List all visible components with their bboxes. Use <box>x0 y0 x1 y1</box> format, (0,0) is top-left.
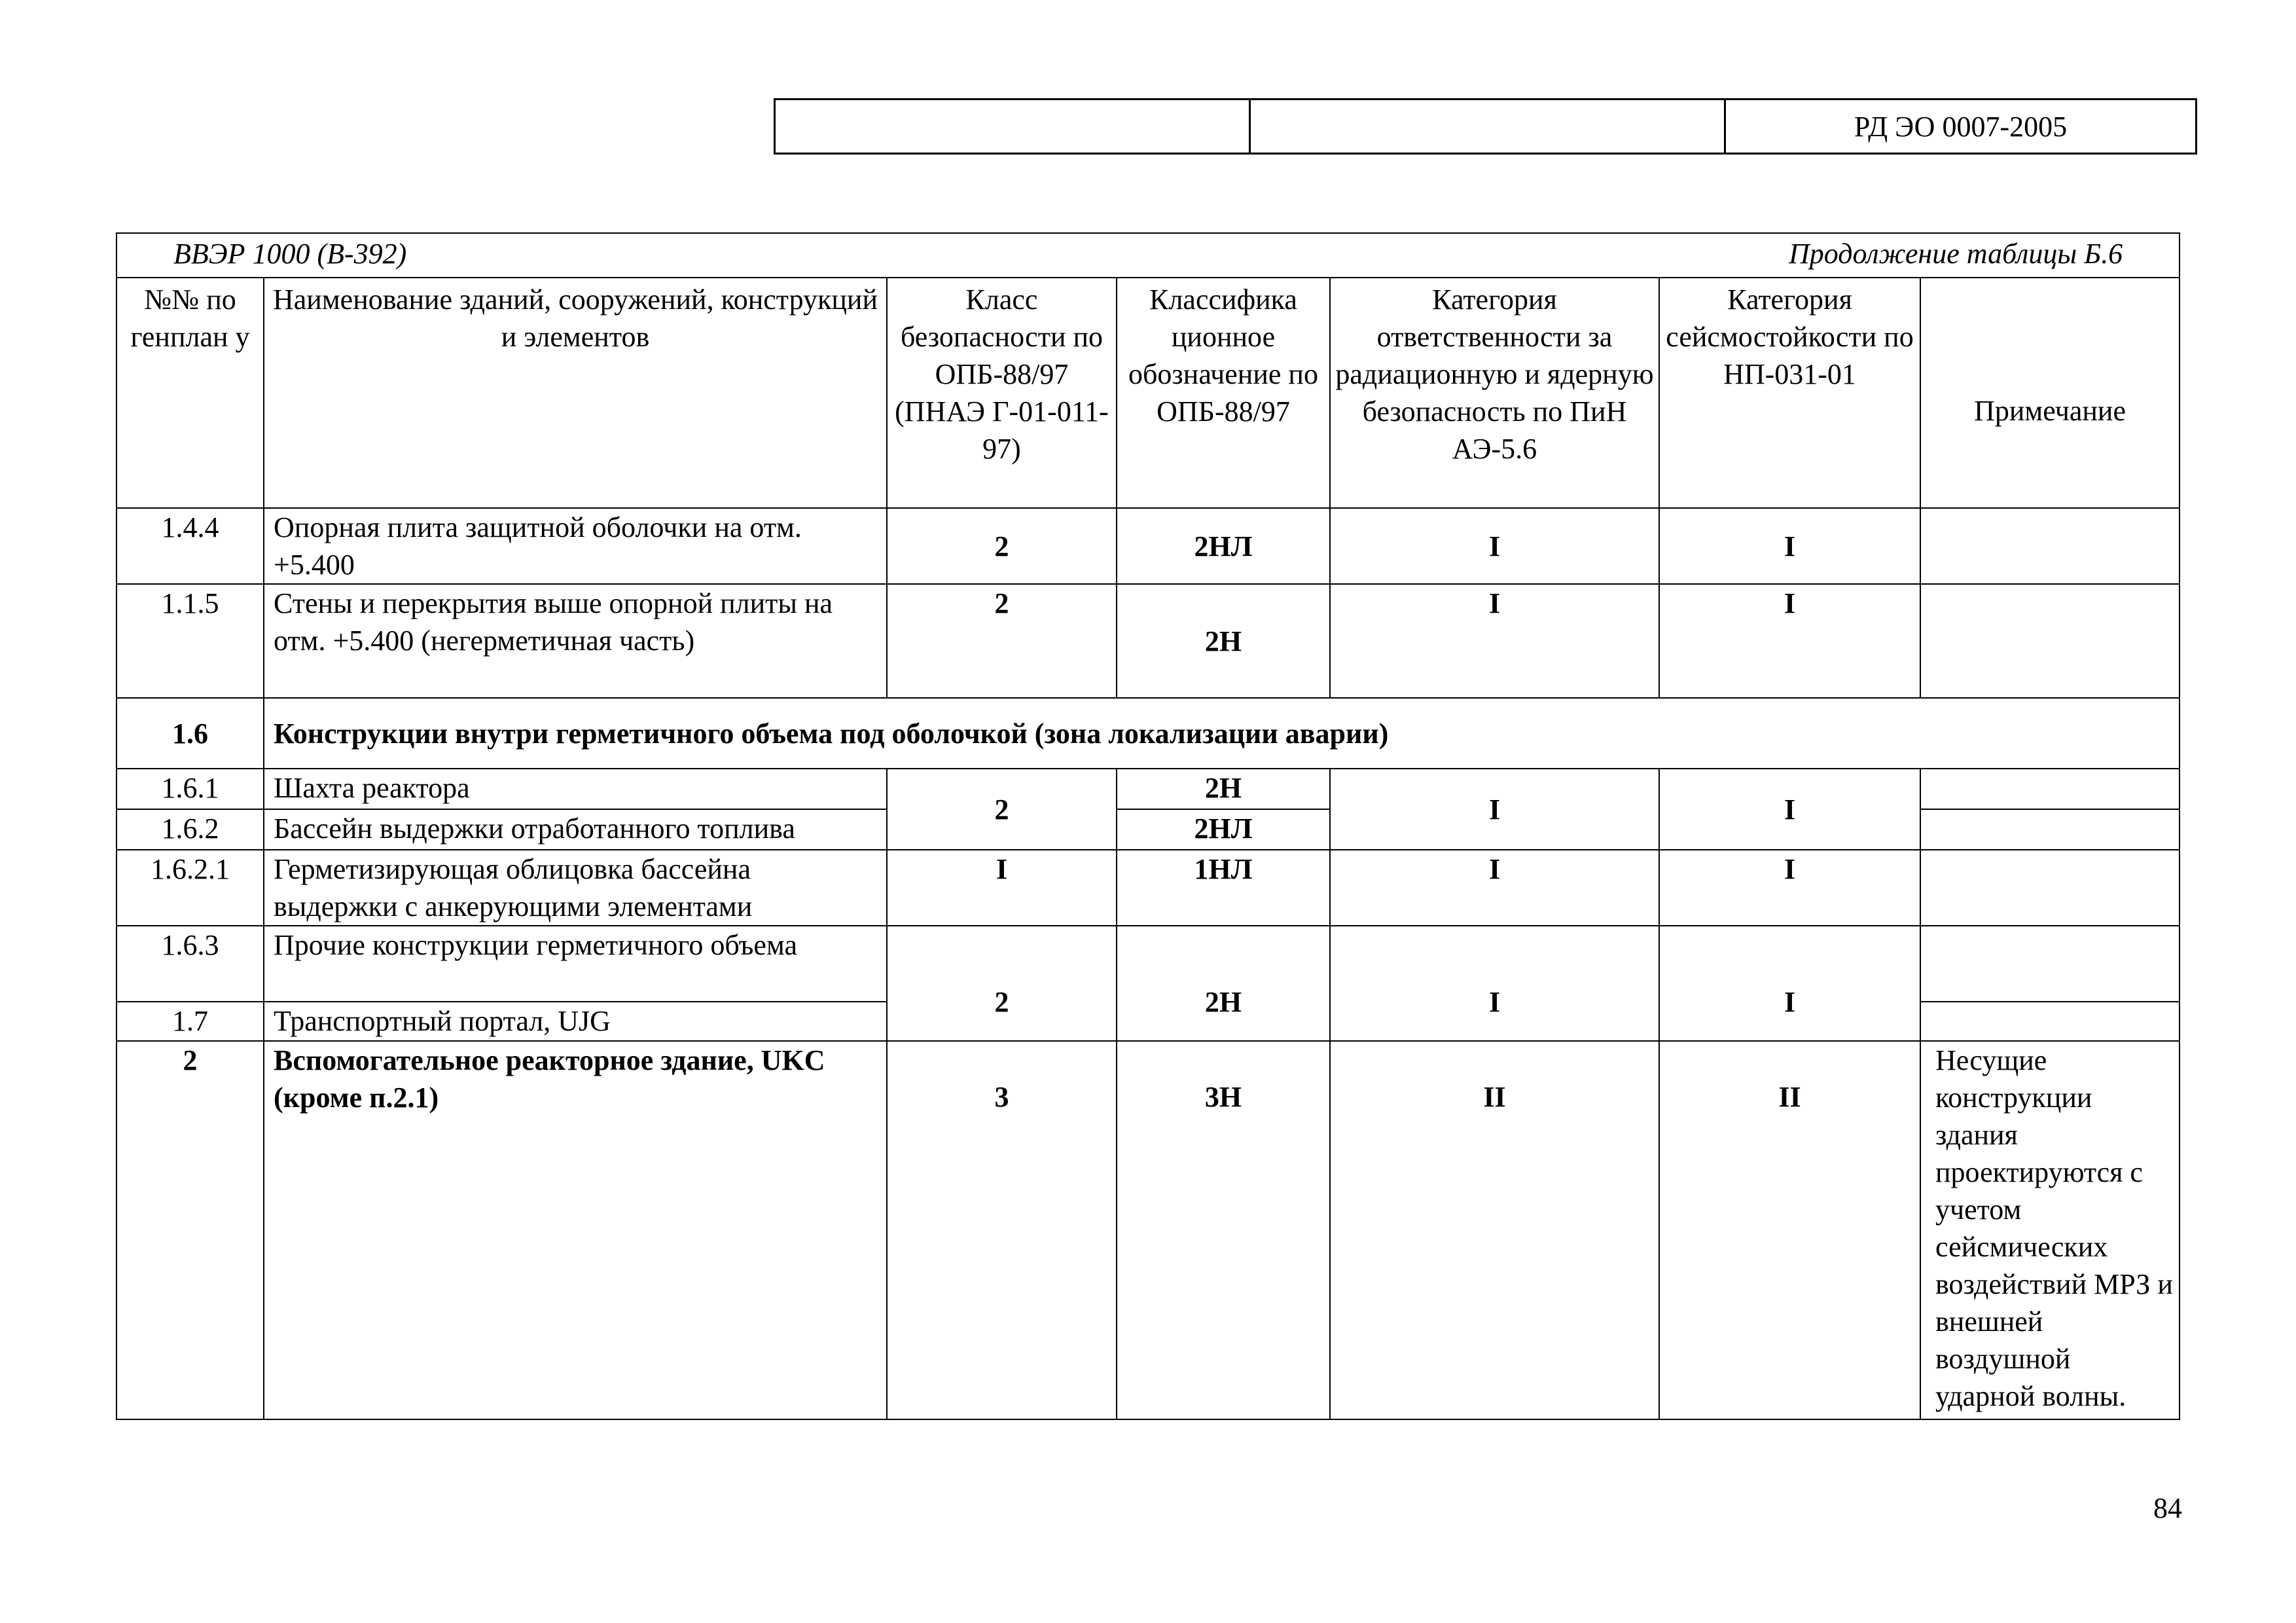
row-number: 1.6.2 <box>117 809 264 850</box>
row-safety-class: 3 <box>887 1041 1117 1419</box>
document-code: РД ЭО 0007-2005 <box>1725 100 2197 154</box>
section-row <box>117 698 2179 769</box>
row-safety-class: 2 <box>887 926 1117 1041</box>
row-safety-class: 2 <box>887 584 1117 698</box>
header-cell-empty-1 <box>775 100 1250 154</box>
row-name: Вспомогательное реакторное здание, UKC (кроме п.2.1) <box>264 1041 887 1419</box>
row-seismic-category: I <box>1659 926 1920 1041</box>
row-rad-category: I <box>1330 926 1659 1041</box>
table-row <box>117 850 2179 926</box>
section-title: Конструкции внутри герметичного объема под оболочкой (зона локализации аварии) <box>264 698 2179 769</box>
table-row <box>117 584 2179 698</box>
column-header-row <box>117 278 2179 508</box>
row-seismic-category: I <box>1659 508 1920 584</box>
row-name: Шахта реактора <box>264 769 887 809</box>
row-rad-category: I <box>1330 850 1659 926</box>
row-seismic-category: I <box>1659 769 1920 850</box>
row-note <box>1920 850 2179 926</box>
row-name: Стены и перекрытия выше опорной плиты на отм. +5.400 (негерметичная часть) <box>264 584 887 698</box>
table-row <box>117 926 2179 1002</box>
col-header-note: Примечание <box>1920 278 2179 508</box>
col-header-designation: Классифика ционное обозначение по ОПБ-88/97 <box>1117 278 1330 508</box>
row-name: Бассейн выдержки отработанного топлива <box>264 809 887 850</box>
col-header-seismic-category: Категория сейсмостойкости по НП-031-01 <box>1659 278 1920 508</box>
row-rad-category: I <box>1330 584 1659 698</box>
classification-table <box>116 232 2180 1420</box>
col-header-name: Наименование зданий, сооружений, конструкций и элементов <box>264 278 887 508</box>
row-designation: 2НЛ <box>1117 508 1330 584</box>
row-safety-class: I <box>887 850 1117 926</box>
table-caption <box>117 233 2179 278</box>
row-note <box>1920 584 2179 698</box>
row-designation: 2Н <box>1117 584 1330 698</box>
row-note: Несущие конструкции здания проектируются с учетом сейсмических воздействий МРЗ и внешней воздушной ударной волны. <box>1920 1041 2179 1419</box>
row-number: 2 <box>117 1041 264 1419</box>
section-number: 1.6 <box>117 698 264 769</box>
row-name: Прочие конструкции герметичного объема <box>264 926 887 1002</box>
row-designation: 2НЛ <box>1117 809 1330 850</box>
row-name: Опорная плита защитной оболочки на отм. +5.400 <box>264 508 887 584</box>
table-row <box>117 1041 2179 1419</box>
row-number: 1.1.5 <box>117 584 264 698</box>
row-designation: 1НЛ <box>1117 850 1330 926</box>
col-header-rad-category: Категория ответственности за радиационную и ядерную безопасность по ПиН АЭ-5.6 <box>1330 278 1659 508</box>
header-cell-empty-2 <box>1250 100 1725 154</box>
row-rad-category: II <box>1330 1041 1659 1419</box>
row-rad-category: I <box>1330 769 1659 850</box>
table-caption-row <box>117 233 2179 278</box>
row-seismic-category: I <box>1659 850 1920 926</box>
row-number: 1.6.2.1 <box>117 850 264 926</box>
row-name: Транспортный портал, UJG <box>264 1002 887 1041</box>
reactor-type-label: ВВЭР 1000 (В-392) <box>173 238 407 270</box>
col-header-number: №№ по генплан у <box>117 278 264 508</box>
table-row <box>117 769 2179 809</box>
table-continuation-label: Продолжение таблицы Б.6 <box>1789 238 2123 270</box>
row-note <box>1920 769 2179 809</box>
row-note <box>1920 809 2179 850</box>
row-number: 1.6.1 <box>117 769 264 809</box>
row-note <box>1920 508 2179 584</box>
row-seismic-category: I <box>1659 584 1920 698</box>
row-name: Герметизирующая облицовка бассейна выдержки с анкерующими элементами <box>264 850 887 926</box>
document-header-table <box>774 98 2197 155</box>
row-safety-class: 2 <box>887 508 1117 584</box>
row-designation: 2Н <box>1117 769 1330 809</box>
row-note <box>1920 926 2179 1002</box>
row-number: 1.4.4 <box>117 508 264 584</box>
col-header-safety-class: Класс безопасности по ОПБ-88/97 (ПНАЭ Г-01-011-97) <box>887 278 1117 508</box>
row-note <box>1920 1002 2179 1041</box>
page-number: 84 <box>2153 1492 2182 1524</box>
row-rad-category: I <box>1330 508 1659 584</box>
row-designation: 3Н <box>1117 1041 1330 1419</box>
table-row <box>117 508 2179 584</box>
row-number: 1.7 <box>117 1002 264 1041</box>
row-designation: 2Н <box>1117 926 1330 1041</box>
row-seismic-category: II <box>1659 1041 1920 1419</box>
row-safety-class: 2 <box>887 769 1117 850</box>
row-number: 1.6.3 <box>117 926 264 1002</box>
